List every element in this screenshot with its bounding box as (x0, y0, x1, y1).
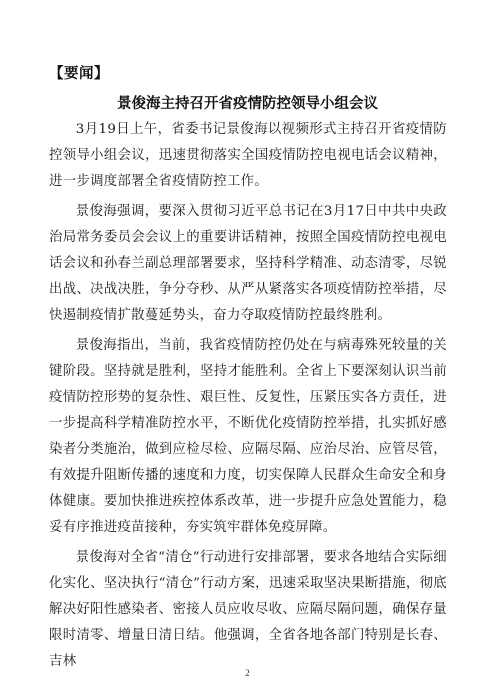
paragraph: 3月19日上午，省委书记景俊海以视频形式主持召开省疫情防控领导小组会议，迅速贯彻落实全国疫情防控电视电话会议精神，进一步调度部署全省疫情防控工作。 (49, 122, 447, 189)
section-tag: 【要闻】 (49, 66, 109, 82)
paragraph: 景俊海指出，当前，我省疫情防控仍处在与病毒殊死较量的关键阶段。坚持就是胜利，坚持才能胜利。全省上下要深刻认识当前疫情防控形势的复杂性、艰巨性、反复性，压紧压实各方责任，进一步提高科学精准防控水平，不断优化疫情防控举措，扎实抓好感染者分类施治，做到应检尽检、应隔尽隔、应治尽治、应管尽管，有效提升阻断传播的速度和力度，切实保障人民群众生命安全和身体健康。要加快推进疾控体系改革，进一步提升应急处置能力，稳妥有序推进疫苗接种，夯实筑牢群体免疫屏障。 (49, 338, 447, 535)
paragraph: 景俊海强调，要深入贯彻习近平总书记在3月17日中共中央政治局常务委员会会议上的重要讲话精神，按照全国疫情防控电视电话会议和孙春兰副总理部署要求，坚持科学精准、动态清零，尽锐出战、决战决胜，争分夺秒、从严从紧落实各项疫情防控举措，尽快遏制疫情扩散蔓延势头，奋力夺取疫情防控最终胜利。 (49, 204, 447, 323)
paragraph: 景俊海对全省“清仓”行动进行安排部署，要求各地结合实际细化实化、坚决执行“清仓”行动方案，迅速采取坚决果断措施，彻底解决好阳性感染者、密接人员应收尽收、应隔尽隔问题，确保存量限时清零、增量日清日结。他强调，全省各地各部门特别是长春、吉林 (49, 550, 447, 669)
page-number: 2 (245, 668, 250, 678)
article-body (49, 117, 447, 679)
headline: 景俊海主持召开省疫情防控领导小组会议 (117, 96, 378, 112)
